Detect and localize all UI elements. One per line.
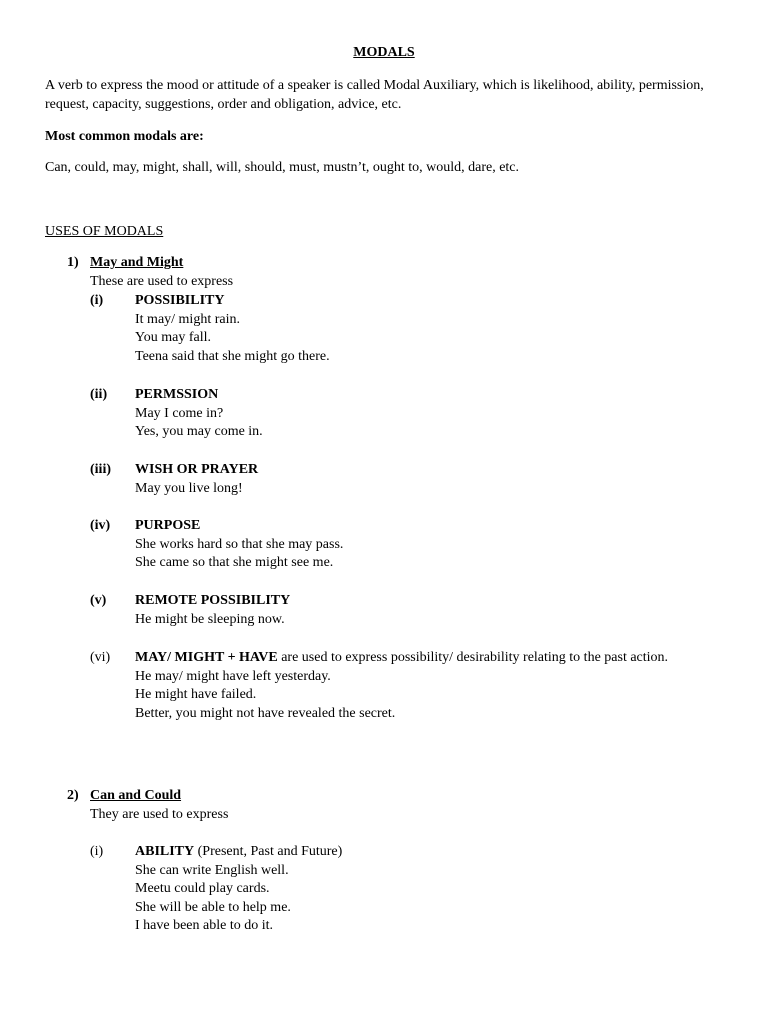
item-roman: (ii) <box>90 387 108 402</box>
item-heading: MAY/ MIGHT + HAVE <box>135 650 278 665</box>
example-line: He might have failed. <box>135 687 257 703</box>
uses-heading: USES OF MODALS <box>45 224 164 239</box>
section-title: May and Might <box>90 255 184 270</box>
section-lead: These are used to express <box>90 274 234 289</box>
example-list <box>135 480 243 499</box>
item-heading-line <box>135 843 342 862</box>
item-roman: (iv) <box>90 518 111 533</box>
section-number: 1) <box>67 255 79 270</box>
item-roman: (i) <box>90 844 104 859</box>
section-title: Can and Could <box>90 788 182 803</box>
example-line: Better, you might not have revealed the secret. <box>135 705 396 721</box>
example-list <box>135 611 285 630</box>
item-heading: WISH OR PRAYER <box>135 462 259 477</box>
example-line: It may/ might rain. <box>135 311 240 327</box>
item-roman: (vi) <box>90 650 111 665</box>
page-title: MODALS <box>353 45 415 60</box>
example-list <box>135 862 291 936</box>
item-heading: POSSIBILITY <box>135 293 225 308</box>
example-list <box>135 536 343 573</box>
item-heading-line <box>135 649 668 668</box>
example-line: She came so that she might see me. <box>135 555 334 571</box>
common-modals-heading: Most common modals are: <box>45 129 204 144</box>
example-list <box>135 668 395 724</box>
example-line: Teena said that she might go there. <box>135 348 330 364</box>
item-roman: (i) <box>90 293 104 308</box>
item-heading-rest: are used to express possibility/ desirability relating to the past action. <box>277 650 669 665</box>
example-list <box>135 311 330 367</box>
item-roman: (iii) <box>90 462 111 477</box>
example-line: Meetu could play cards. <box>135 881 270 897</box>
item-heading: ABILITY <box>135 844 195 859</box>
item-heading-rest: (Present, Past and Future) <box>194 844 343 859</box>
example-line: I have been able to do it. <box>135 918 274 934</box>
example-line: She works hard so that she may pass. <box>135 536 344 552</box>
example-line: Yes, you may come in. <box>135 424 263 440</box>
section-lead: They are used to express <box>90 807 229 822</box>
example-list <box>135 405 263 442</box>
item-heading: PERMSSION <box>135 387 219 402</box>
example-line: She will be able to help me. <box>135 899 291 915</box>
example-line: He may/ might have left yesterday. <box>135 668 331 684</box>
item-heading: PURPOSE <box>135 518 201 533</box>
common-modals-list: Can, could, may, might, shall, will, should, must, mustn’t, ought to, would, dare, etc. <box>45 160 520 175</box>
example-line: He might be sleeping now. <box>135 611 285 627</box>
example-line: She can write English well. <box>135 862 289 878</box>
intro-paragraph: A verb to express the mood or attitude of a speaker is called Modal Auxiliary, which is likelihood, ability, permission, request, capacity, suggestions, order and obligation, advice, etc. <box>45 78 704 112</box>
section-number: 2) <box>67 788 79 803</box>
example-line: You may fall. <box>135 330 211 346</box>
example-line: May you live long! <box>135 480 243 496</box>
item-heading: REMOTE POSSIBILITY <box>135 593 291 608</box>
example-line: May I come in? <box>135 405 224 421</box>
item-roman: (v) <box>90 593 107 608</box>
